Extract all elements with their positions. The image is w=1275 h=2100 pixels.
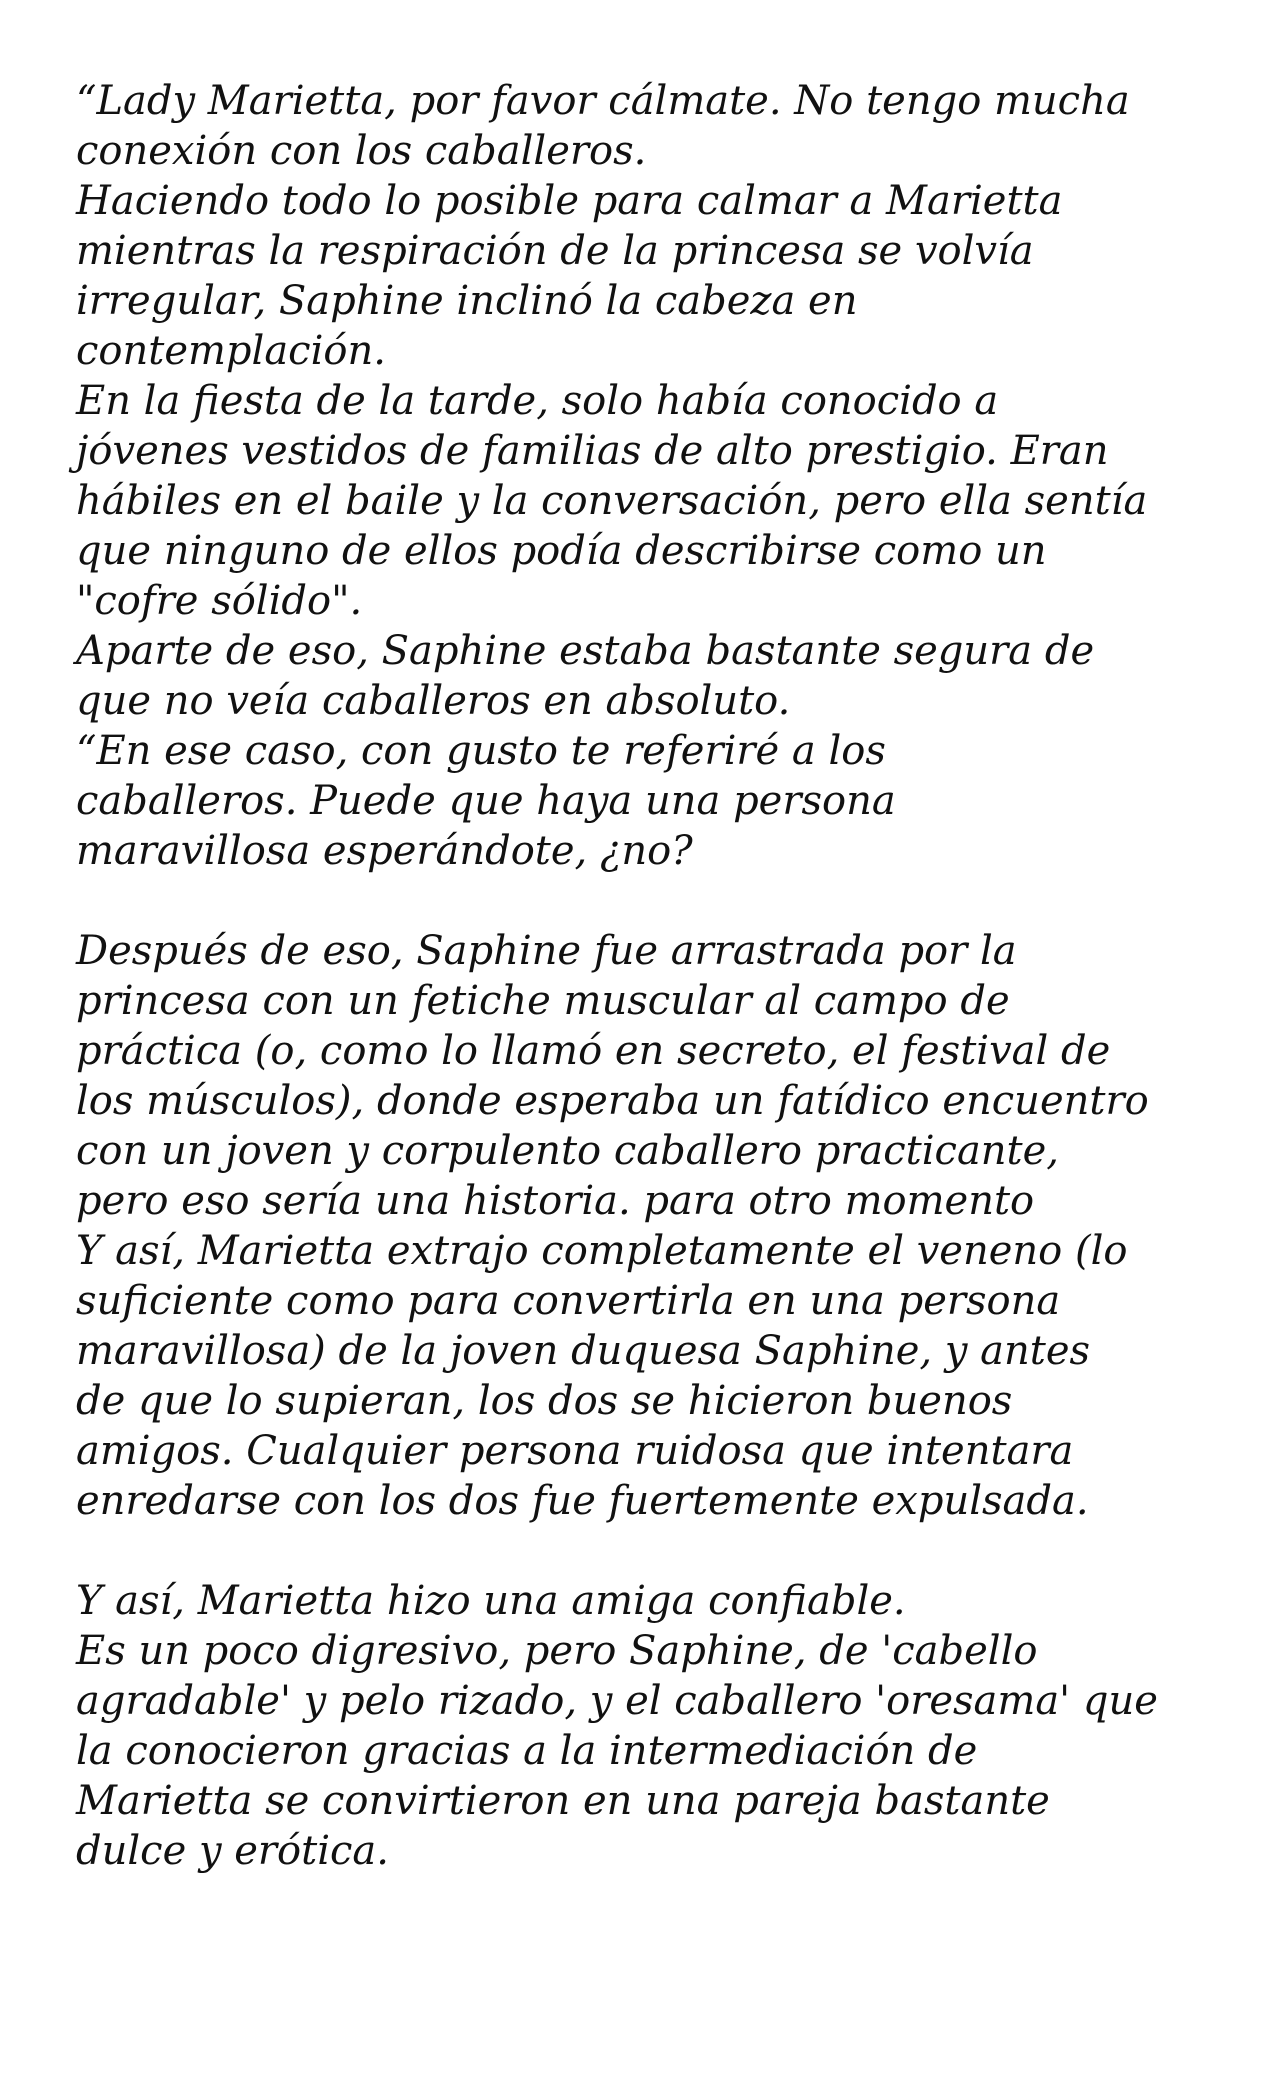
text-line: que no veía caballeros en absoluto. [76,678,791,724]
text-line: la conocieron gracias a la intermediación de [76,1728,978,1774]
text-line: Y así, Marietta extrajo completamente el veneno (lo [76,1228,1128,1274]
text-line: con un joven y corpulento caballero practicante, [76,1128,1060,1174]
text-line: de que lo supieran, los dos se hicieron buenos [76,1378,1013,1424]
text-line: “En ese caso, con gusto te referiré a los [76,728,886,774]
text-line: Es un poco digresivo, pero Saphine, de 'cabello [76,1628,1038,1674]
text-line: jóvenes vestidos de familias de alto prestigio. Eran [76,428,1109,474]
text-line: maravillosa esperándote, ¿no? [76,828,693,874]
text-line: práctica (o, como lo llamó en secreto, el festival de [76,1028,1111,1074]
text-line: suficiente como para convertirla en una persona [76,1278,1061,1324]
text-line: "cofre sólido". [76,578,363,624]
text-line: princesa con un fetiche muscular al campo de [76,978,1010,1024]
text-line: Y así, Marietta hizo una amiga confiable. [76,1578,906,1624]
text-line: mientras la respiración de la princesa se volvía [76,228,1034,274]
text-line: que ninguno de ellos podía describirse como un [76,528,1047,574]
text-line: hábiles en el baile y la conversación, pero ella sentía [76,478,1148,524]
text-line: En la fiesta de la tarde, solo había conocido a [76,378,999,424]
paragraph-break [76,1526,1246,1576]
text-line: Aparte de eso, Saphine estaba bastante segura de [76,628,1095,674]
text-line: enredarse con los dos fue fuertemente expulsada. [76,1478,1089,1524]
text-line: “Lady Marietta, por favor cálmate. No tengo mucha [76,78,1130,124]
text-line: los músculos), donde esperaba un fatídico encuentro [76,1078,1149,1124]
document-text [76,76,1246,1876]
text-line: amigos. Cualquier persona ruidosa que intentara [76,1428,1074,1474]
text-line: Haciendo todo lo posible para calmar a Marietta [76,178,1063,224]
text-line: Después de eso, Saphine fue arrastrada por la [76,928,1017,974]
text-line: dulce y erótica. [76,1828,389,1874]
text-line: pero eso sería una historia. para otro momento [76,1178,1035,1224]
paragraph-break [76,876,1246,926]
text-line: maravillosa) de la joven duquesa Saphine, y antes [76,1328,1091,1374]
text-line: conexión con los caballeros. [76,128,647,174]
text-line: irregular, Saphine inclinó la cabeza en [76,278,858,324]
text-line: Marietta se convirtieron en una pareja bastante [76,1778,1050,1824]
text-line: agradable' y pelo rizado, y el caballero 'oresama' que [76,1678,1158,1724]
text-line: caballeros. Puede que haya una persona [76,778,896,824]
text-line: contemplación. [76,328,386,374]
